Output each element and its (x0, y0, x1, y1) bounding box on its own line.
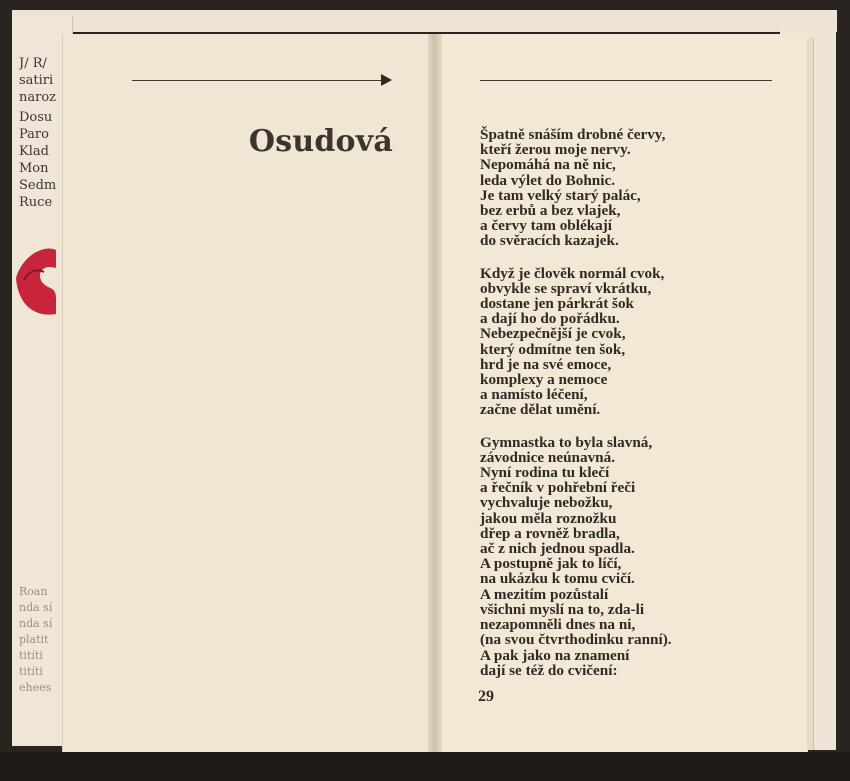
poem-line: do svěracích kazajek. (480, 232, 619, 250)
background-edge (0, 752, 850, 781)
poem-line: A pak jako na znamení (480, 646, 630, 664)
jacket-text-line: nda sí (19, 601, 53, 614)
jacket-text-line: titíti (19, 649, 43, 662)
jacket-text-line: ehees (19, 681, 52, 694)
poem-line: a řečník v pohřební řeči (480, 479, 636, 497)
poem-line: a červy tam oblékají (480, 217, 613, 235)
jacket-text-line: satiri (19, 73, 54, 88)
poem-line: bez erbů a bez vlajek, (480, 202, 621, 220)
poem-line: A mezitím pozůstalí (480, 585, 609, 603)
jacket-text-line: Roan (19, 585, 48, 598)
poem-line: A postupně jak to líčí, (480, 555, 622, 573)
jacket-text-line: titíti (19, 665, 43, 678)
poem-line: vychvaluje nebožku, (480, 494, 613, 512)
poem-line: (na svou čtvrthodinku ranní). (480, 631, 672, 649)
dust-jacket-top (12, 10, 837, 32)
poem-line: dřep a rovněž bradla, (480, 524, 620, 542)
poem-line: dostane jen párkrát šok (480, 295, 634, 313)
poem-line: závodnice neúnavná. (480, 448, 616, 466)
jacket-text-line: Klad (19, 144, 49, 159)
poem-line: který odmítne ten šok, (480, 340, 626, 358)
jacket-text-line: Mon (19, 161, 49, 176)
poem-line: na ukázku k tomu cvičí. (480, 570, 635, 588)
poem-line: jakou měla roznožku (480, 509, 617, 527)
jacket-text-line: nda sí (19, 617, 53, 630)
poem-line: nezapomněli dnes na ni, (480, 616, 636, 634)
poem-title: Osudová (248, 124, 393, 159)
poem-line: Když je člověk normál cvok, (480, 264, 665, 282)
stanza (480, 435, 800, 678)
poem-line: komplexy a nemoce (480, 371, 608, 389)
page-number: 29 (478, 688, 494, 705)
poem-line: Gymnastka to byla slavná, (480, 433, 653, 451)
poem-line: leda výlet do Bohnic. (480, 171, 616, 189)
book-gutter (428, 34, 442, 752)
jacket-text-line: Paro (19, 127, 49, 142)
poem-line: Špatně snáším drobné červy, (480, 126, 666, 143)
jacket-text-line: naroz (19, 90, 57, 105)
arrow-right-icon (381, 74, 392, 86)
jacket-text-line: Sedm (19, 178, 57, 193)
poem-text (480, 127, 800, 695)
poem-line: kteří žerou moje nervy. (480, 141, 631, 159)
poem-line: hrd je na své emoce, (480, 355, 612, 373)
stanza (480, 266, 800, 418)
poem-line: Je tam velký starý palác, (480, 186, 641, 204)
jacket-text-line: platit (19, 633, 49, 646)
poem-line: všichni myslí na to, zda-li (480, 600, 645, 618)
poem-line: ač z nich jednou spadla. (480, 540, 635, 558)
poem-line: Nepomáhá na ně nic, (480, 156, 616, 174)
right-header-rule (480, 80, 772, 81)
poem-line: obvykle se spraví vkrátku, (480, 279, 652, 297)
jacket-text-line: Ruce (19, 195, 53, 210)
poem-line: dají se též do cvičení: (480, 661, 618, 679)
poem-line: a dají ho do pořádku. (480, 310, 620, 328)
poem-line: a namísto léčení, (480, 386, 588, 404)
jacket-text-line: Dosu (19, 110, 53, 125)
jacket-text-line: J/ R/ (19, 56, 47, 71)
poem-line: Nyní rodina tu klečí (480, 464, 610, 482)
poem-line: Nebezpečnější je cvok, (480, 325, 626, 343)
poem-line: začne dělat umění. (480, 401, 601, 419)
stanza (480, 127, 800, 249)
jacket-red-illustration (14, 238, 58, 318)
left-header-rule (132, 80, 384, 81)
